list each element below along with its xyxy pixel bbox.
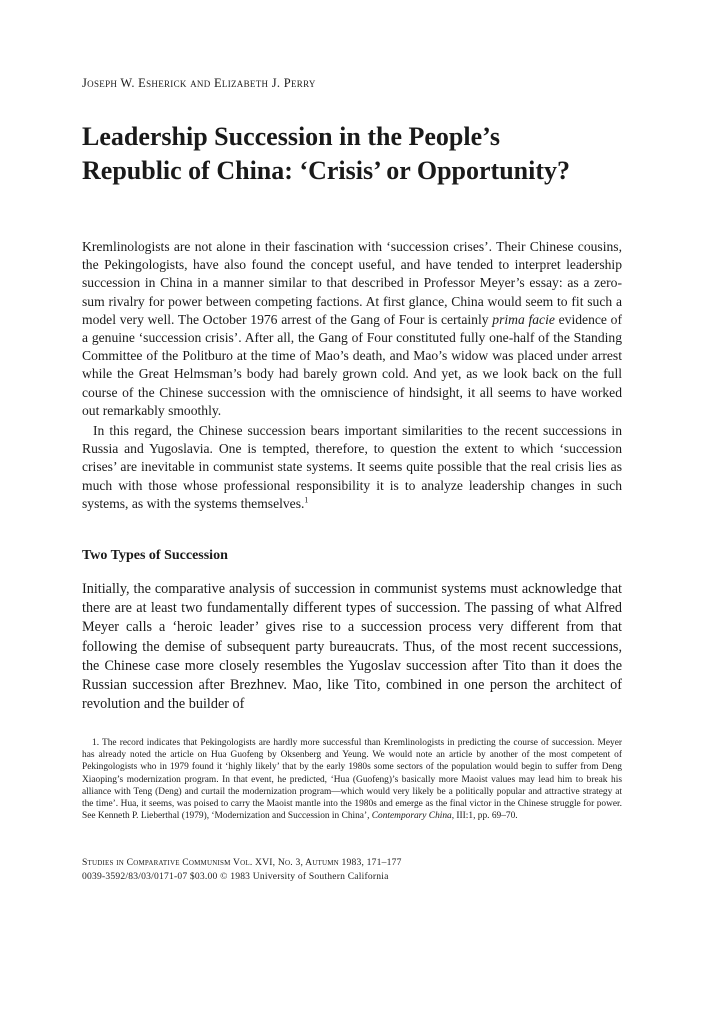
footnote-1 bbox=[82, 737, 622, 822]
article-title bbox=[82, 120, 642, 188]
title-line-1: Leadership Succession in the People’s bbox=[82, 122, 500, 151]
footnote-journal-title: Contemporary China bbox=[371, 811, 452, 822]
footnote-ref[interactable]: 1 bbox=[304, 495, 309, 505]
paragraph-1-part-b: evidence of a genuine ‘succession crisis’. After all, the Gang of Four constituted fully one-half of the Standing Committee of the Politburo at the time of Mao’s death, and Mao’s widow was placed under arrest while the Great Helmsman’s body had barely grown cold. And yet, as we look back on the full course of the Chinese succession with the omniscience of hindsight, it all seems to have worked out remarkably smoothly. bbox=[82, 311, 622, 418]
paragraph-2-text: In this regard, the Chinese succession bears important similarities to the recent successions in Russia and Yugoslavia. One is tempted, therefore, to question the extent to which ‘succession crises’ are inevitable in communist state systems. It seems quite possible that the real crisis lies as much with those whose professional responsibility it is to analyze leadership changes in such systems, as with the systems themselves. bbox=[82, 423, 622, 511]
paragraph-3-text: Initially, the comparative analysis of succession in communist systems must acknowledge that there are at least two fundamentally different types of succession. The passing of what Alfred Meyer calls a ‘heroic leader’ gives rise to a succession process very different from that following the demise of subsequent party bureaucrats. Thus, of the most recent successions, the Chinese case more closely resembles the Yugoslav succession after Tito than it does the Russian succession after Brezhnev. Mao, like Tito, combined in one person the architect of revolution and the builder of bbox=[82, 581, 622, 713]
paragraph-1 bbox=[82, 238, 622, 420]
paragraph-3 bbox=[82, 580, 622, 714]
paragraph-1-part-a: Kremlinologists are not alone in their fascination with ‘succession crises’. Their Chinese cousins, the Pekingologists, have also found the concept useful, and have tended to interpret leadership succession in China in a manner similar to that described in Professor Meyer’s essay: as a zero-sum rivalry for power between competing factions. At first glance, China would seem to fit such a model very well. The October 1976 arrest of the Gang of Four is certainly bbox=[82, 239, 622, 327]
journal-citation: Studies in Comparative Communism Vol. XVI, No. 3, Autumn 1983, 171–177 bbox=[82, 857, 402, 868]
section-heading: Two Types of Succession bbox=[82, 548, 228, 563]
footnote-text-a: The record indicates that Pekingologists are hardly more successful than Kremlinologists in predicting the course of succession. Meyer has already noted the article on Hua Guofeng by Oksenberg and Yeung. We would note an article by another of the most competent of Pekingologists who in 1979 found it ‘highly likely’ that by the early 1980s some sectors of the population would begin to suffer from Deng Xiaoping’s modernization program. In that event, he predicted, ‘Hua (Guofeng)’s basically more Maoist values may lead him to break his alliance with Teng (Deng) and curtail the modernization program—which would very likely be a politically popular and attractive strategy at the time’. Hua, it seems, was poised to carry the Maoist mantle into the 1980s and emerge as the final victor in the Chinese struggle for power. See Kenneth P. Lieberthal (1979), ‘Modernization and Succession in China’, bbox=[82, 738, 622, 822]
title-line-2: Republic of China: ‘Crisis’ or Opportunity? bbox=[82, 156, 571, 185]
footnote-text-b: , III:1, pp. 69–70. bbox=[451, 811, 518, 822]
paragraph-1-italic: prima facie bbox=[492, 311, 555, 327]
journal-info bbox=[82, 856, 402, 884]
paragraph-2 bbox=[82, 422, 622, 513]
journal-copyright: 0039-3592/83/03/0171-07 $03.00 © 1983 University of Southern California bbox=[82, 871, 389, 882]
footnote-number: 1. bbox=[92, 738, 100, 748]
author-line: Joseph W. Esherick and Elizabeth J. Perry bbox=[82, 76, 316, 90]
